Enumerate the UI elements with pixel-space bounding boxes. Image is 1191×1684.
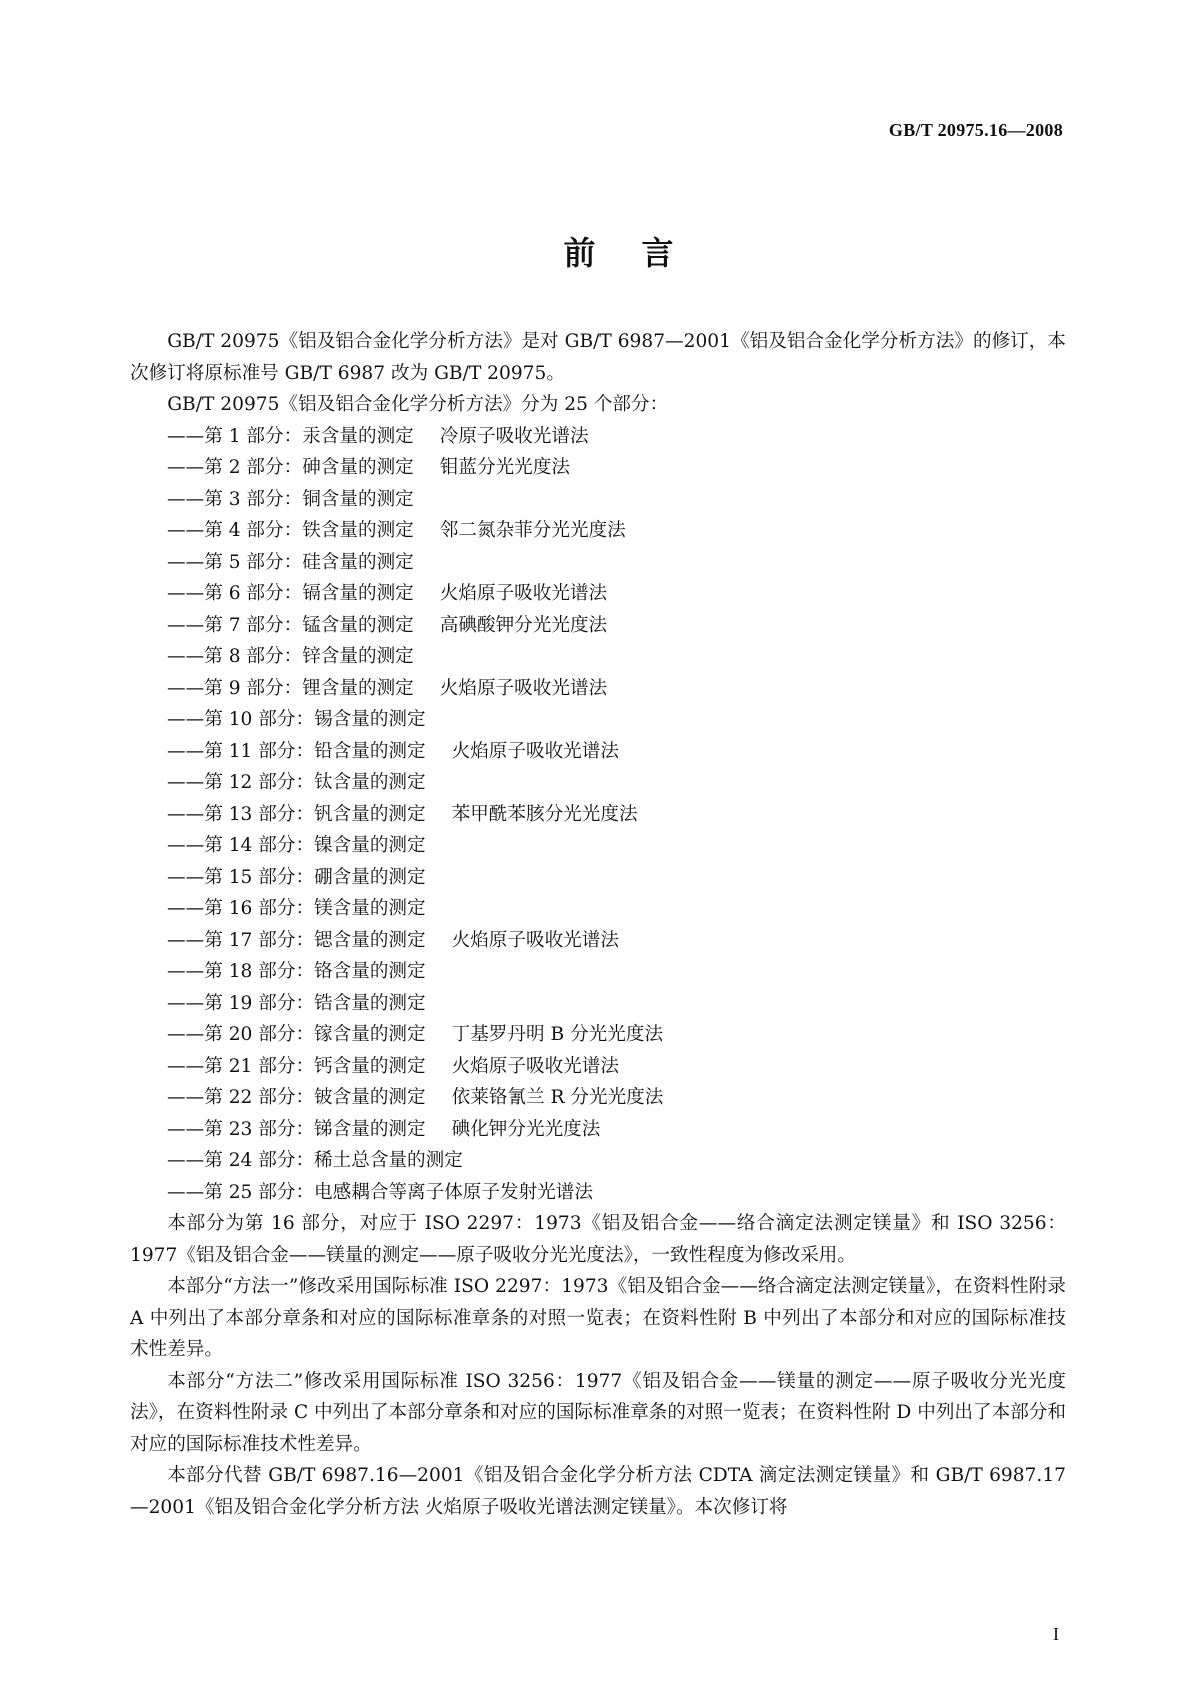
part-item (130, 862, 1066, 894)
part-label: ——第 9 部分：锂含量的测定 (167, 677, 414, 699)
part-label: ——第 3 部分：铜含量的测定 (167, 488, 414, 510)
body-paragraph: 本部分代替 GB/T 6987.16—2001《铝及铝合金化学分析方法 CDTA 滴定法测定镁量》和 GB/T 6987.17—2001《铝及铝合金化学分析方法 火焰原子吸收光谱法测定镁量》。本次修订将 (130, 1465, 1066, 1518)
part-method: 火焰原子吸收光谱法 (451, 740, 619, 762)
part-label: ——第 25 部分：电感耦合等离子体原子发射光谱法 (167, 1181, 593, 1203)
part-item (130, 1114, 1066, 1146)
part-label: ——第 20 部分：镓含量的测定 (167, 1024, 426, 1045)
intro-parts-count: GB/T 20975《铝及铝合金化学分析方法》分为 25 个部分： (167, 394, 669, 415)
body-paragraph: 本部分“方法二”修改采用国际标准 ISO 3256：1977《铝及铝合金——镁量的测定——原子吸收分光光度法》，在资料性附录 C 中列出了本部分章条和对应的国际标准章条的对照一览表；在资料性附 D 中列出了本部分和对应的国际标准技术性差异。 (130, 1370, 1066, 1455)
part-item (130, 767, 1066, 799)
part-item (130, 925, 1066, 957)
page-title: 前言 (563, 234, 720, 272)
parts-list (130, 421, 1066, 1209)
part-label: ——第 16 部分：镁含量的测定 (167, 898, 426, 919)
part-item (130, 1145, 1066, 1177)
part-label: ——第 22 部分：铍含量的测定 (167, 1087, 426, 1108)
body-paragraph: 本部分“方法一”修改采用国际标准 ISO 2297：1973《铝及铝合金——络合滴定法测定镁量》，在资料性附录 A 中列出了本部分章条和对应的国际标准章条的对照一览表；在资料性附 B 中列出了本部分和对应的国际标准技术性差异。 (130, 1276, 1066, 1360)
part-method: 火焰原子吸收光谱法 (439, 583, 608, 604)
part-method: 钼蓝分光光度法 (439, 457, 570, 478)
document-body (130, 326, 1066, 1523)
part-label: ——第 23 部分：锑含量的测定 (167, 1118, 426, 1140)
part-label: ——第 13 部分：钒含量的测定 (167, 803, 426, 825)
part-item (130, 578, 1066, 610)
part-item (130, 484, 1066, 516)
part-item (130, 956, 1066, 988)
part-item (130, 704, 1066, 736)
part-item (130, 515, 1066, 547)
part-item (130, 673, 1066, 705)
part-item (130, 799, 1066, 831)
part-label: ——第 11 部分：铅含量的测定 (167, 740, 426, 762)
part-label: ——第 21 部分：钙含量的测定 (167, 1055, 426, 1077)
part-method: 依莱铬氰兰 R 分光光度法 (451, 1087, 664, 1108)
part-item (130, 547, 1066, 579)
part-item (130, 452, 1066, 484)
part-method: 丁基罗丹明 B 分光光度法 (451, 1024, 664, 1045)
part-method: 苯甲酰苯胲分光光度法 (451, 803, 638, 825)
part-label: ——第 12 部分：钛含量的测定 (167, 772, 426, 793)
part-label: ——第 4 部分：铁含量的测定 (167, 520, 414, 541)
part-method: 邻二氮杂菲分光光度法 (439, 520, 626, 541)
part-label: ——第 19 部分：锆含量的测定 (167, 992, 426, 1014)
part-method: 高碘酸钾分光光度法 (439, 614, 608, 636)
part-method: 火焰原子吸收光谱法 (439, 677, 608, 699)
part-label: ——第 18 部分：铬含量的测定 (167, 961, 426, 982)
part-label: ——第 15 部分：硼含量的测定 (167, 866, 426, 888)
part-method: 碘化钾分光光度法 (451, 1118, 601, 1140)
part-label: ——第 1 部分：汞含量的测定 (167, 425, 414, 447)
part-item (130, 988, 1066, 1020)
part-method: 火焰原子吸收光谱法 (451, 929, 619, 951)
part-label: ——第 14 部分：镍含量的测定 (167, 835, 426, 856)
part-label: ——第 5 部分：硅含量的测定 (167, 551, 414, 573)
body-paragraph: 本部分为第 16 部分，对应于 ISO 2297：1973《铝及铝合金——络合滴定法测定镁量》和 ISO 3256：1977《铝及铝合金——镁量的测定——原子吸收分光光度法》，一致性程度为修改采用。 (130, 1213, 1066, 1266)
part-item (130, 1051, 1066, 1083)
part-label: ——第 8 部分：锌含量的测定 (167, 646, 414, 667)
part-label: ——第 7 部分：锰含量的测定 (167, 614, 414, 636)
part-item (130, 736, 1066, 768)
part-item (130, 1177, 1066, 1209)
intro-paragraph: GB/T 20975《铝及铝合金化学分析方法》是对 GB/T 6987—2001《铝及铝合金化学分析方法》的修订，本次修订将原标准号 GB/T 6987 改为 GB/T 20975。 (130, 331, 1066, 384)
part-method: 火焰原子吸收光谱法 (451, 1055, 619, 1077)
part-item (130, 1019, 1066, 1051)
part-label: ——第 24 部分：稀土总含量的测定 (167, 1150, 463, 1171)
standard-code: GB/T 20975.16—2008 (888, 120, 1063, 140)
part-label: ——第 6 部分：镉含量的测定 (167, 583, 414, 604)
page-number: I (1053, 1624, 1059, 1644)
part-label: ——第 17 部分：锶含量的测定 (167, 929, 426, 951)
part-label: ——第 2 部分：砷含量的测定 (167, 457, 414, 478)
part-item (130, 893, 1066, 925)
part-item (130, 421, 1066, 453)
part-item (130, 610, 1066, 642)
part-item (130, 1082, 1066, 1114)
part-item (130, 830, 1066, 862)
part-item (130, 641, 1066, 673)
part-label: ——第 10 部分：锡含量的测定 (167, 709, 426, 730)
part-method: 冷原子吸收光谱法 (439, 425, 589, 447)
